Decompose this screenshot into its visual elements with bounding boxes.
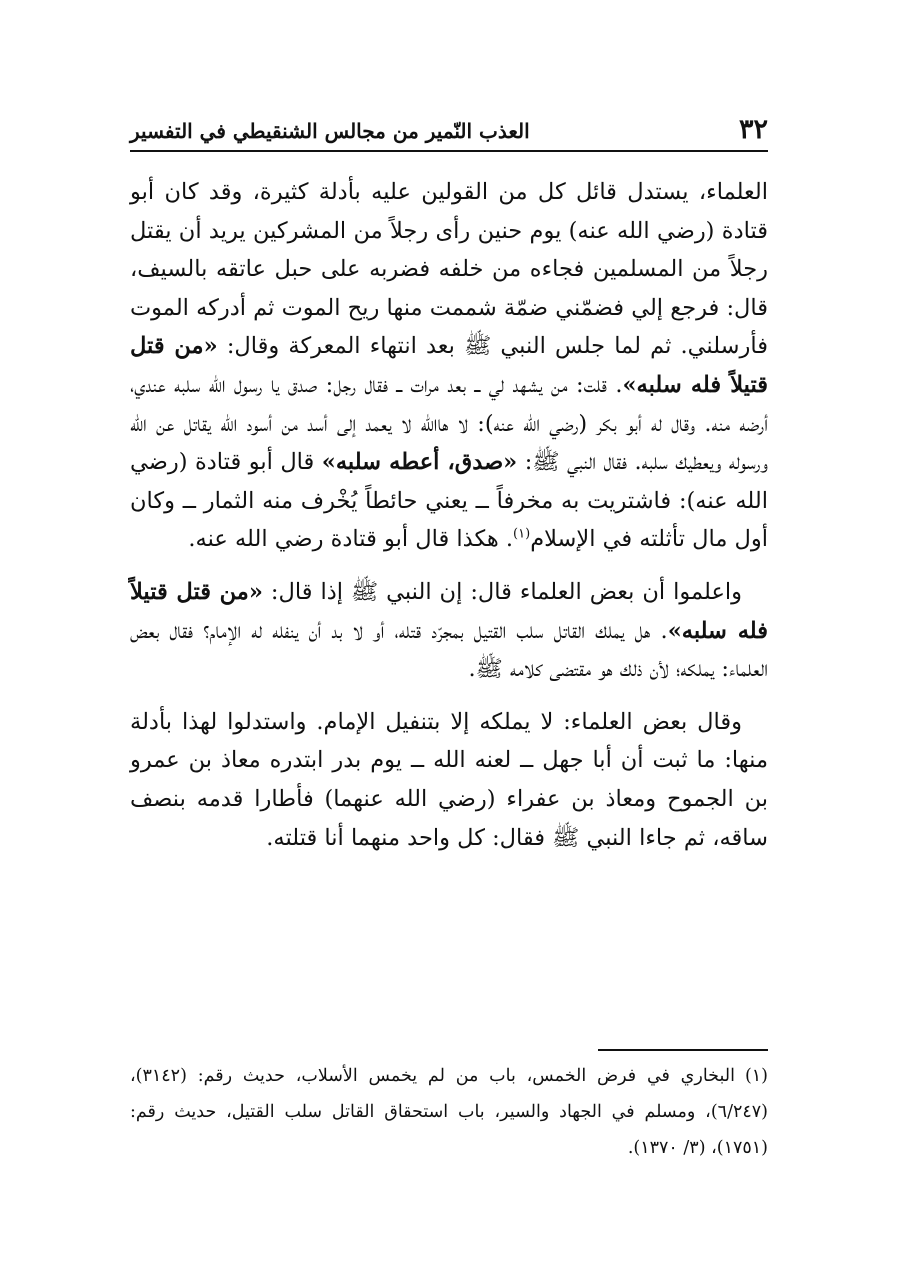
running-title: العذب النّمير من مجالس الشنقيطي في التفسير <box>130 119 530 143</box>
p1-hadith-quote: «من قتل قتيلاً فله سلبه» <box>130 333 768 398</box>
paragraph-2 <box>130 573 768 689</box>
footnote-divider <box>598 1049 768 1051</box>
p1-prophet-quote: «صدق، أعطه سلبه» <box>321 449 518 476</box>
paragraph-1 <box>130 173 768 559</box>
footnote-number: (١) <box>744 1066 768 1086</box>
footnote <box>130 1058 768 1166</box>
page-header <box>130 108 768 152</box>
p3-text-1: وقال بعض العلماء: لا يملكه إلا بتنفيل الإمام. واستدلوا لهذا بأدلة منها: ما ثبت أن أبا جهل ــ لعنه الله ــ يوم بدر ابتدره معاذ بن عمرو بن الجموح ومعاذ بن عفراء (رضي الله عنهما) فأطارا قدمه بنصف ساقه، ثم جاءا النبي ﷺ فقال: كل واحد منهما أنا قتلته. <box>130 708 768 851</box>
p2-text-1: واعلموا أن بعض العلماء قال: إن النبي ﷺ إذا قال: <box>262 578 742 605</box>
page-number: ٣٢ <box>738 114 768 145</box>
p1-text-1: العلماء، يستدل قائل كل من القولين عليه بأدلة كثيرة، وقد كان أبو قتادة (رضي الله عنه) يوم حنين رأى رجلاً من المشركين يريد أن يقتل رجلاً من المسلمين فجاءه من خلفه فضربه على حبل عاتقه بالسيف، قال: فرجع إلي فضمّني ضمّة شممت منها ريح الموت ثم أدركه الموت فأرسلني. ثم لما جلس النبي ﷺ بعد انتهاء المعركة وقال: <box>130 179 768 360</box>
paragraph-3 <box>130 703 768 857</box>
footnote-reference[interactable]: (١) <box>513 526 531 542</box>
p1-text-2: . قلت: من يشهد لي ــ بعد مرات ــ فقال رجل: صدق يا رسول الله سلبه عندي، أرضه منه. وقال له أبو بكر (رضي الله عنه): لا هاالله لا يعمد إلى أسد من أسود الله يقاتل عن الله ورسوله ويعطيك سلبه. فقال النبي ﷺ: <box>130 371 769 476</box>
p2-text-2: . هل يملك القاتل سلب القتيل بمجرّد قتله، أو لا بد أن ينفله له الإمام؟ فقال بعض العلماء: يملكه؛ لأن ذلك هو مقتضى كلامه ﷺ. <box>130 617 768 683</box>
body-text <box>130 173 768 857</box>
p1-text-3: قال أبو قتادة (رضي الله عنه): فاشتريت به مخرفاً ــ يعني حائطاً يُخْرف منه الثمار ــ وكان أول مال تأثلته في الإسلام <box>130 449 768 553</box>
footnote-text: البخاري في فرض الخمس، باب من لم يخمس الأسلاب، حديث رقم: (٣١٤٢)، (٦/٢٤٧)، ومسلم في الجهاد والسير، باب استحقاق القاتل سلب القتيل، حديث رقم: (١٧٥١)، (٣/ ١٣٧٠). <box>130 1066 768 1158</box>
p1-text-4: . هكذا قال أبو قتادة رضي الله عنه. <box>188 526 514 553</box>
p2-hadith-quote: «من قتل قتيلاً فله سلبه» <box>130 578 768 644</box>
